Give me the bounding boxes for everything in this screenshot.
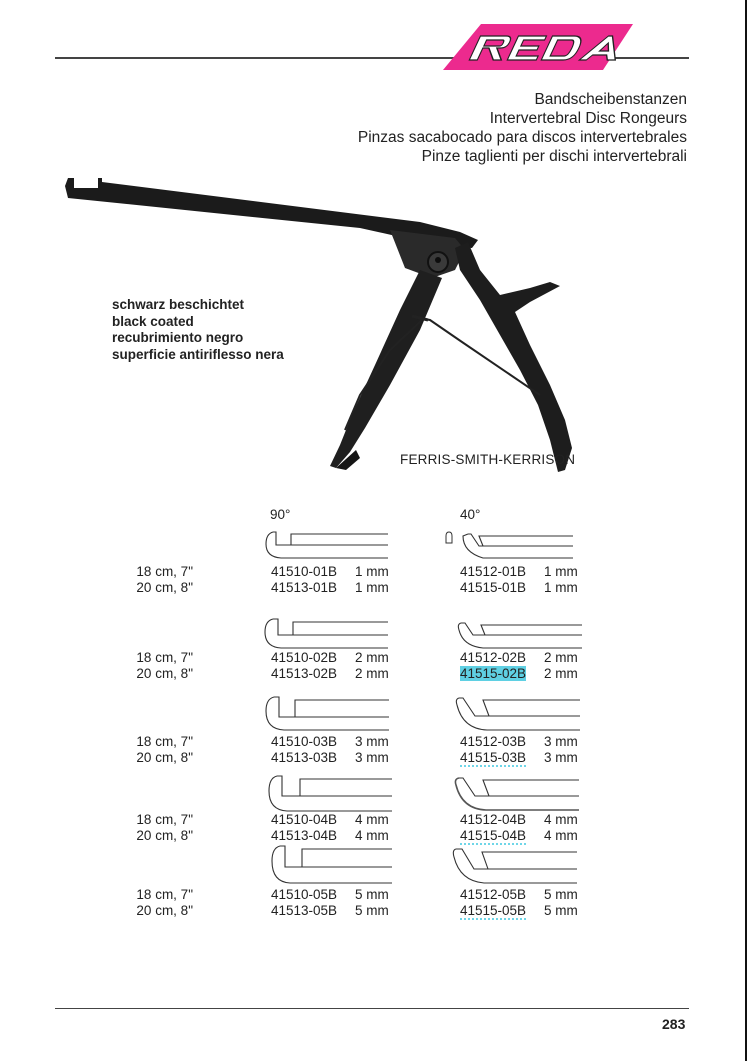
size-group-2-40-codes	[460, 650, 578, 682]
coating-italian: superficie antiriflesso nera	[112, 346, 284, 362]
jaw-size: 5 mm	[355, 887, 389, 902]
jaw-size: 3 mm	[544, 734, 578, 749]
length-label: 20 cm, 8"	[136, 903, 193, 918]
tip-drawing-90-5mm	[270, 845, 400, 887]
jaw-size: 4 mm	[544, 812, 578, 827]
coating-description	[112, 297, 284, 363]
table-row	[460, 564, 578, 580]
article-code: 41513-05B	[271, 903, 338, 918]
article-code: 41515-01B	[460, 580, 527, 595]
length-label: 18 cm, 7"	[136, 564, 193, 579]
article-code: 41510-02B	[271, 650, 338, 665]
size-group-1-90-codes	[271, 564, 389, 596]
table-row	[460, 650, 578, 666]
size-group-3-40-codes	[460, 734, 578, 766]
table-row	[271, 564, 389, 580]
jaw-size: 2 mm	[355, 650, 389, 665]
size-group-3-lengths	[93, 734, 193, 766]
length-label: 20 cm, 8"	[136, 828, 193, 843]
jaw-size: 2 mm	[544, 650, 578, 665]
tip-drawing-90-4mm	[267, 775, 397, 817]
jaw-size: 1 mm	[355, 564, 389, 579]
title-german: Bandscheibenstanzen	[534, 91, 687, 108]
jaw-size: 3 mm	[355, 734, 389, 749]
jaw-size: 1 mm	[355, 580, 389, 595]
article-code: 41512-02B	[460, 650, 527, 665]
table-row	[271, 734, 389, 750]
length-label: 18 cm, 7"	[136, 812, 193, 827]
table-row	[271, 580, 389, 596]
jaw-size: 4 mm	[355, 828, 389, 843]
table-row	[460, 750, 578, 766]
tip-drawing-40-4mm	[454, 775, 584, 817]
jaw-size: 5 mm	[544, 903, 578, 918]
size-group-4-40-codes	[460, 812, 578, 844]
size-group-5-90-codes	[271, 887, 389, 919]
length-label: 20 cm, 8"	[136, 580, 193, 595]
underlined-article-code: 41515-05B	[460, 903, 527, 918]
size-group-1-lengths	[93, 564, 193, 596]
page-titles	[358, 90, 687, 166]
article-code: 41512-03B	[460, 734, 527, 749]
jaw-size: 3 mm	[355, 750, 389, 765]
table-row	[460, 903, 578, 919]
table-row	[460, 828, 578, 844]
table-row	[271, 887, 389, 903]
jaw-size: 1 mm	[544, 580, 578, 595]
article-code: 41513-01B	[271, 580, 338, 595]
jaw-size: 5 mm	[544, 887, 578, 902]
jaw-size: 4 mm	[544, 828, 578, 843]
article-code: 41510-01B	[271, 564, 338, 579]
jaw-size: 5 mm	[355, 903, 389, 918]
size-group-2-90-codes	[271, 650, 389, 682]
jaw-size: 2 mm	[544, 666, 578, 681]
length-label: 18 cm, 7"	[136, 887, 193, 902]
size-group-1-40-codes	[460, 564, 578, 596]
table-row	[460, 580, 578, 596]
size-group-5-lengths	[93, 887, 193, 919]
jaw-size: 1 mm	[544, 564, 578, 579]
title-italian: Pinze taglienti per dischi intervertebrali	[421, 148, 687, 165]
model-name: FERRIS-SMITH-KERRISON	[400, 452, 576, 467]
reda-logo	[443, 22, 633, 72]
article-code: 41513-04B	[271, 828, 338, 843]
table-row	[460, 887, 578, 903]
jaw-size: 4 mm	[355, 812, 389, 827]
tip-drawing-90-3mm	[264, 695, 394, 737]
footer-rule	[55, 1008, 689, 1009]
size-group-5-40-codes	[460, 887, 578, 919]
article-code: 41513-02B	[271, 666, 338, 681]
size-group-3-90-codes	[271, 734, 389, 766]
table-row	[271, 812, 389, 828]
underlined-article-code: 41515-03B	[460, 750, 527, 765]
jaw-size: 2 mm	[355, 666, 389, 681]
size-group-4-90-codes	[271, 812, 389, 844]
highlighted-article-code[interactable]: 41515-02B	[460, 666, 527, 681]
table-row	[271, 750, 389, 766]
table-row	[271, 828, 389, 844]
angle-header-40: 40°	[460, 507, 481, 522]
article-code: 41510-04B	[271, 812, 338, 827]
article-code: 41510-05B	[271, 887, 338, 902]
coating-german: schwarz beschichtet	[112, 297, 245, 312]
table-row	[271, 666, 389, 682]
length-label: 20 cm, 8"	[136, 666, 193, 681]
article-code: 41510-03B	[271, 734, 338, 749]
page-number: 283	[662, 1016, 686, 1032]
table-row	[460, 812, 578, 828]
article-code: 41513-03B	[271, 750, 338, 765]
article-code: 41512-01B	[460, 564, 527, 579]
angle-header-90: 90°	[270, 507, 291, 522]
article-code: 41512-04B	[460, 812, 527, 827]
table-row	[460, 734, 578, 750]
table-row	[460, 666, 578, 682]
article-code: 41512-05B	[460, 887, 527, 902]
tip-drawing-40-3mm	[455, 695, 585, 737]
coating-spanish: recubrimiento negro	[112, 330, 244, 345]
coating-english: black coated	[112, 313, 194, 329]
title-english: Intervertebral Disc Rongeurs	[489, 110, 687, 127]
size-group-2-lengths	[93, 650, 193, 682]
table-row	[271, 903, 389, 919]
underlined-article-code: 41515-04B	[460, 828, 527, 843]
tip-drawing-40-5mm	[452, 847, 582, 889]
length-label: 18 cm, 7"	[136, 734, 193, 749]
size-group-4-lengths	[93, 812, 193, 844]
title-spanish: Pinzas sacabocado para discos intervertebrales	[357, 129, 687, 146]
jaw-size: 3 mm	[544, 750, 578, 765]
length-label: 18 cm, 7"	[136, 650, 193, 665]
length-label: 20 cm, 8"	[136, 750, 193, 765]
table-row	[271, 650, 389, 666]
